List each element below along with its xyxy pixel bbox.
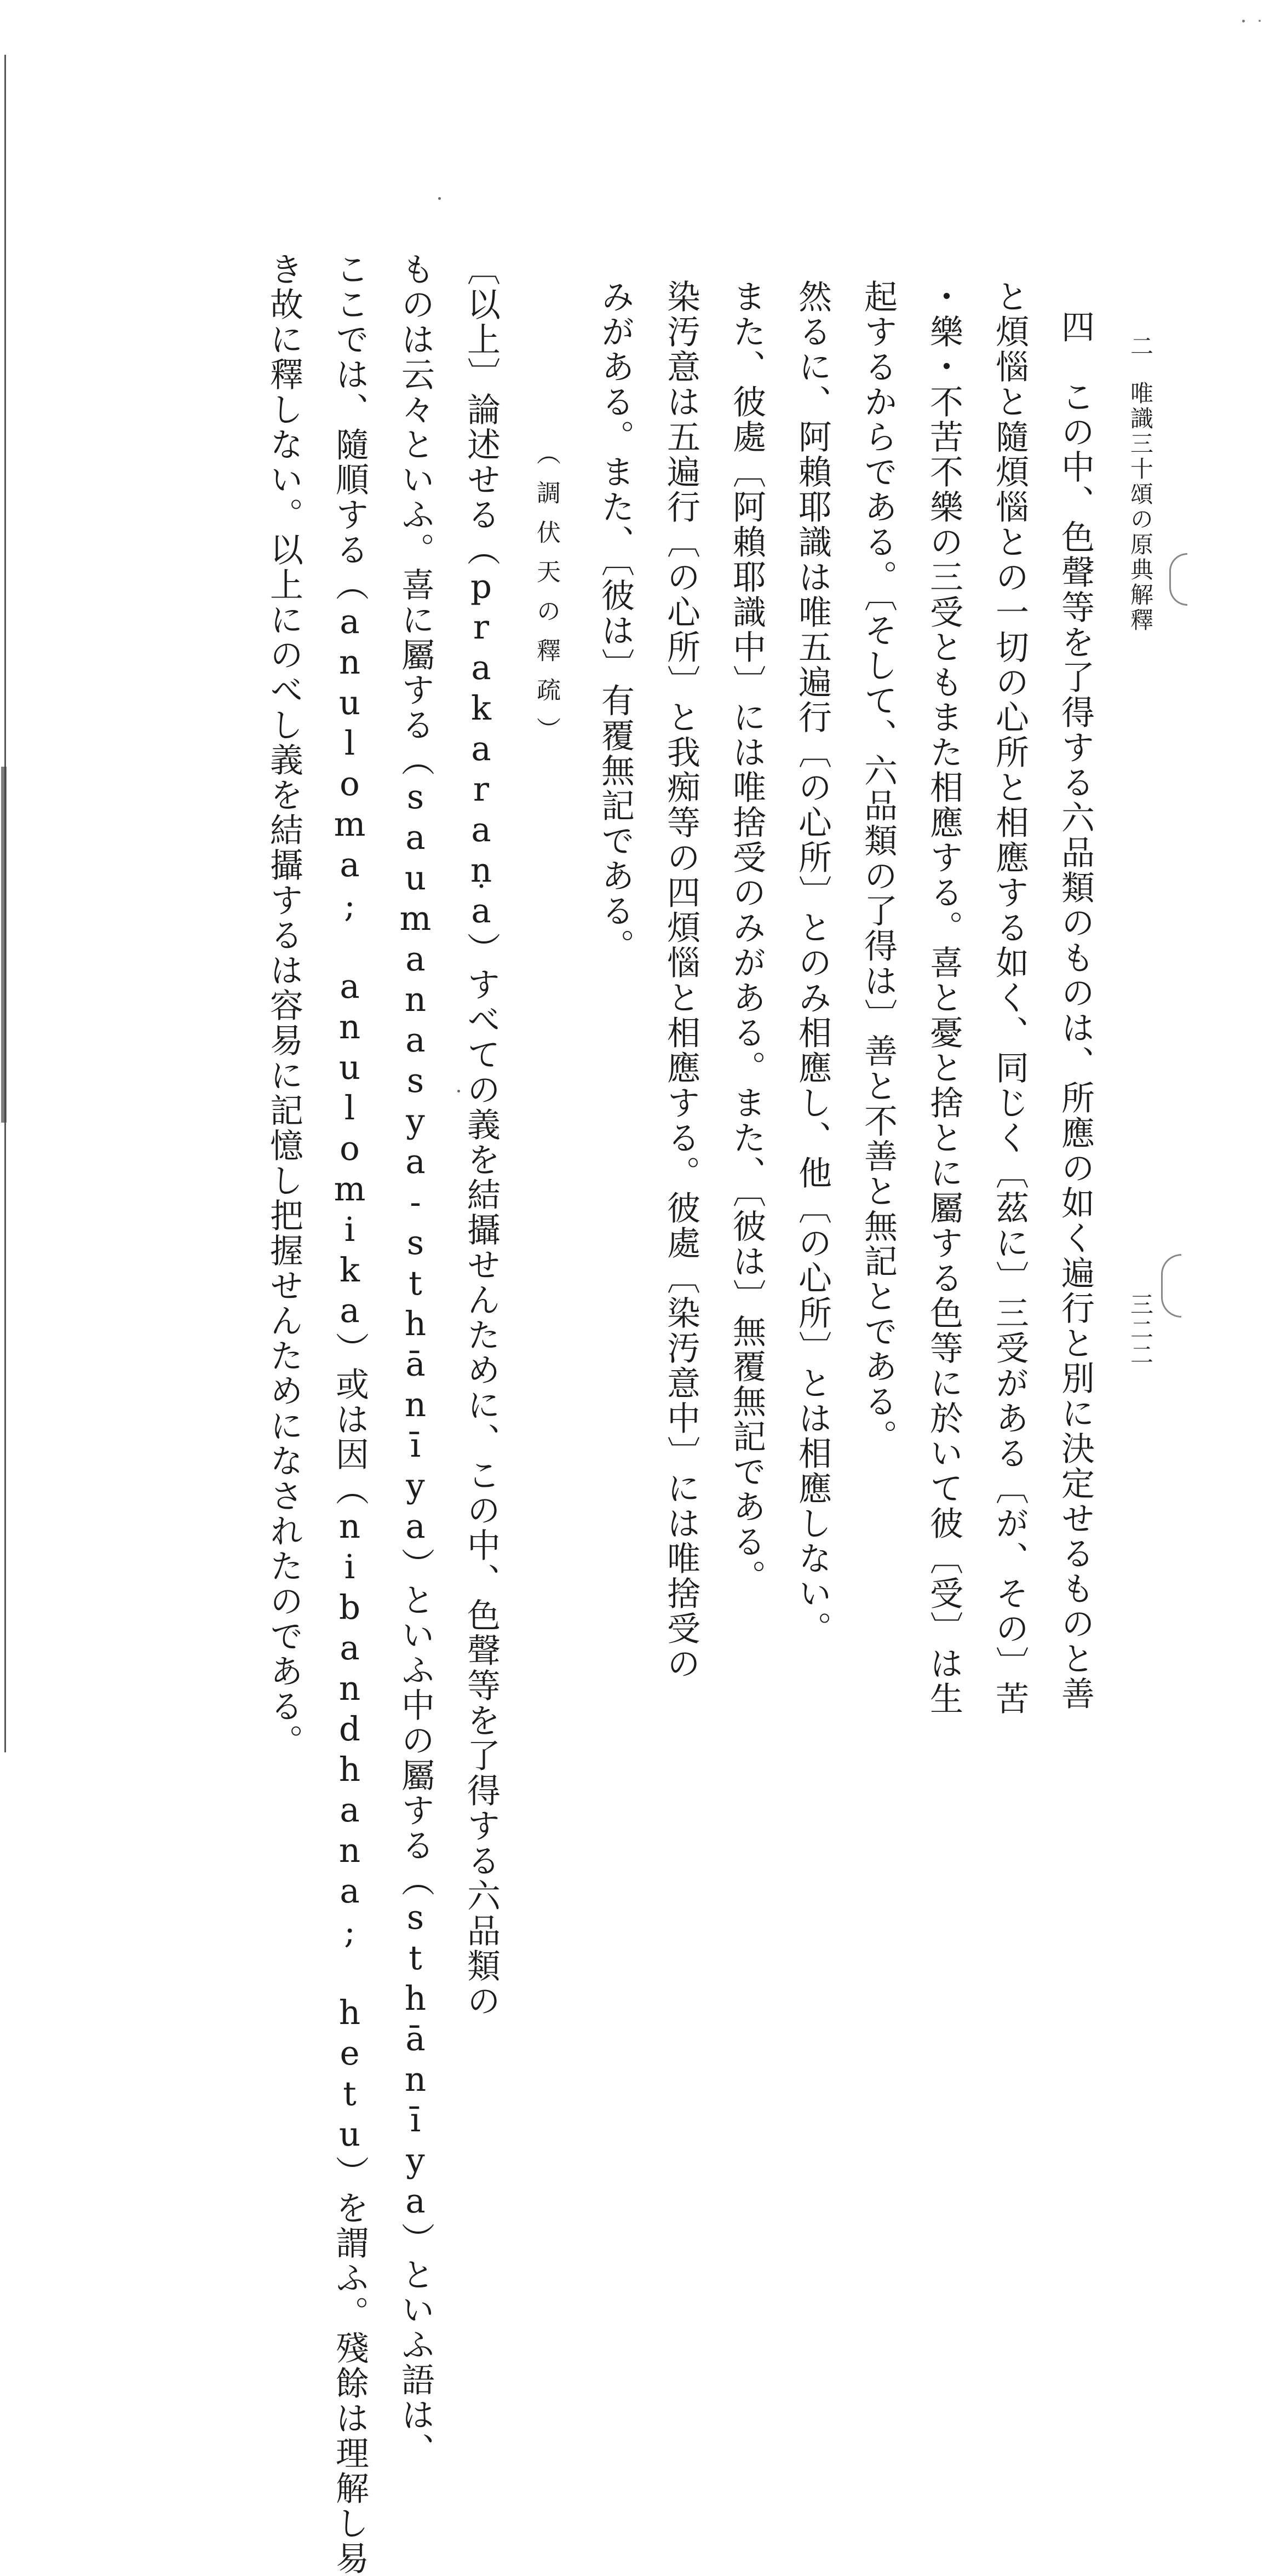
scan-speck (438, 197, 441, 200)
body-column-1: 四 この中、色聲等を了得する六品類のものは、所應の如く遍行と別に決定せるものと善 (1056, 309, 1095, 1711)
body-column-4: 起するからである。〔そして、六品類の了得は〕善と不善と無記とである。 (859, 279, 898, 1454)
body-column-8: みがある。また、〔彼は〕有覆無記である。 (596, 279, 635, 964)
section-title: 唯識三十頌の原典解釋 (1127, 381, 1154, 633)
scan-speck (1242, 20, 1245, 22)
body-column-2: と煩惱と隨煩惱との一切の心所と相應する如く、同じく〔茲に〕三受がある〔が、その〕苦 (990, 279, 1029, 1716)
scan-edge-mark (1, 767, 7, 1123)
body-column-5: 然るに、阿賴耶識は唯五遍行〔の心所〕とのみ相應し、他〔の心所〕とは相應しない。 (793, 279, 832, 1646)
scan-speck (1259, 20, 1261, 22)
commentary-column-3: ここでは、隨順する（anuloma; anulomika）或は因（nibandhana; hetu）を謂ふ。殘餘は理解し易 (330, 252, 369, 2576)
margin-mark-lower (1161, 1254, 1181, 1318)
commentary-subheading: （調伏天の釋疏） (532, 441, 560, 756)
scan-speck (457, 1090, 460, 1092)
section-number: 二 (1127, 334, 1154, 359)
body-column-6: また、彼處〔阿賴耶識中〕には唯捨受のみがある。また、〔彼は〕無覆無記である。 (727, 279, 766, 1595)
margin-mark-upper (1169, 553, 1187, 606)
page-number: 三二二 (1127, 1292, 1154, 1368)
section-header (1129, 334, 1152, 633)
body-column-3: ・樂・不苦不樂の三受ともまた相應する。喜と憂と捨とに屬する色等に於いて彼〔受〕は生 (924, 279, 963, 1716)
commentary-column-1: 〔以上〕論述せる（prakaraṇa）すべての義を結攝せんために、この中、色聲等を了得する六品類の (462, 252, 501, 2019)
body-column-7: 染汚意は五遍行〔の心所〕と我痴等の四煩惱と相應する。彼處〔染汚意中〕には唯捨受の (662, 279, 700, 1681)
commentary-column-4: き故に釋しない。以上にのべし義を結攝するは容易に記憶し把握せんためになされたのである。 (265, 252, 303, 1759)
commentary-column-2: ものは云々といふ。喜に屬する（saumanasya-sthānīya）といふ中の屬する（sthānīya）といふ語は、 (396, 252, 435, 2468)
